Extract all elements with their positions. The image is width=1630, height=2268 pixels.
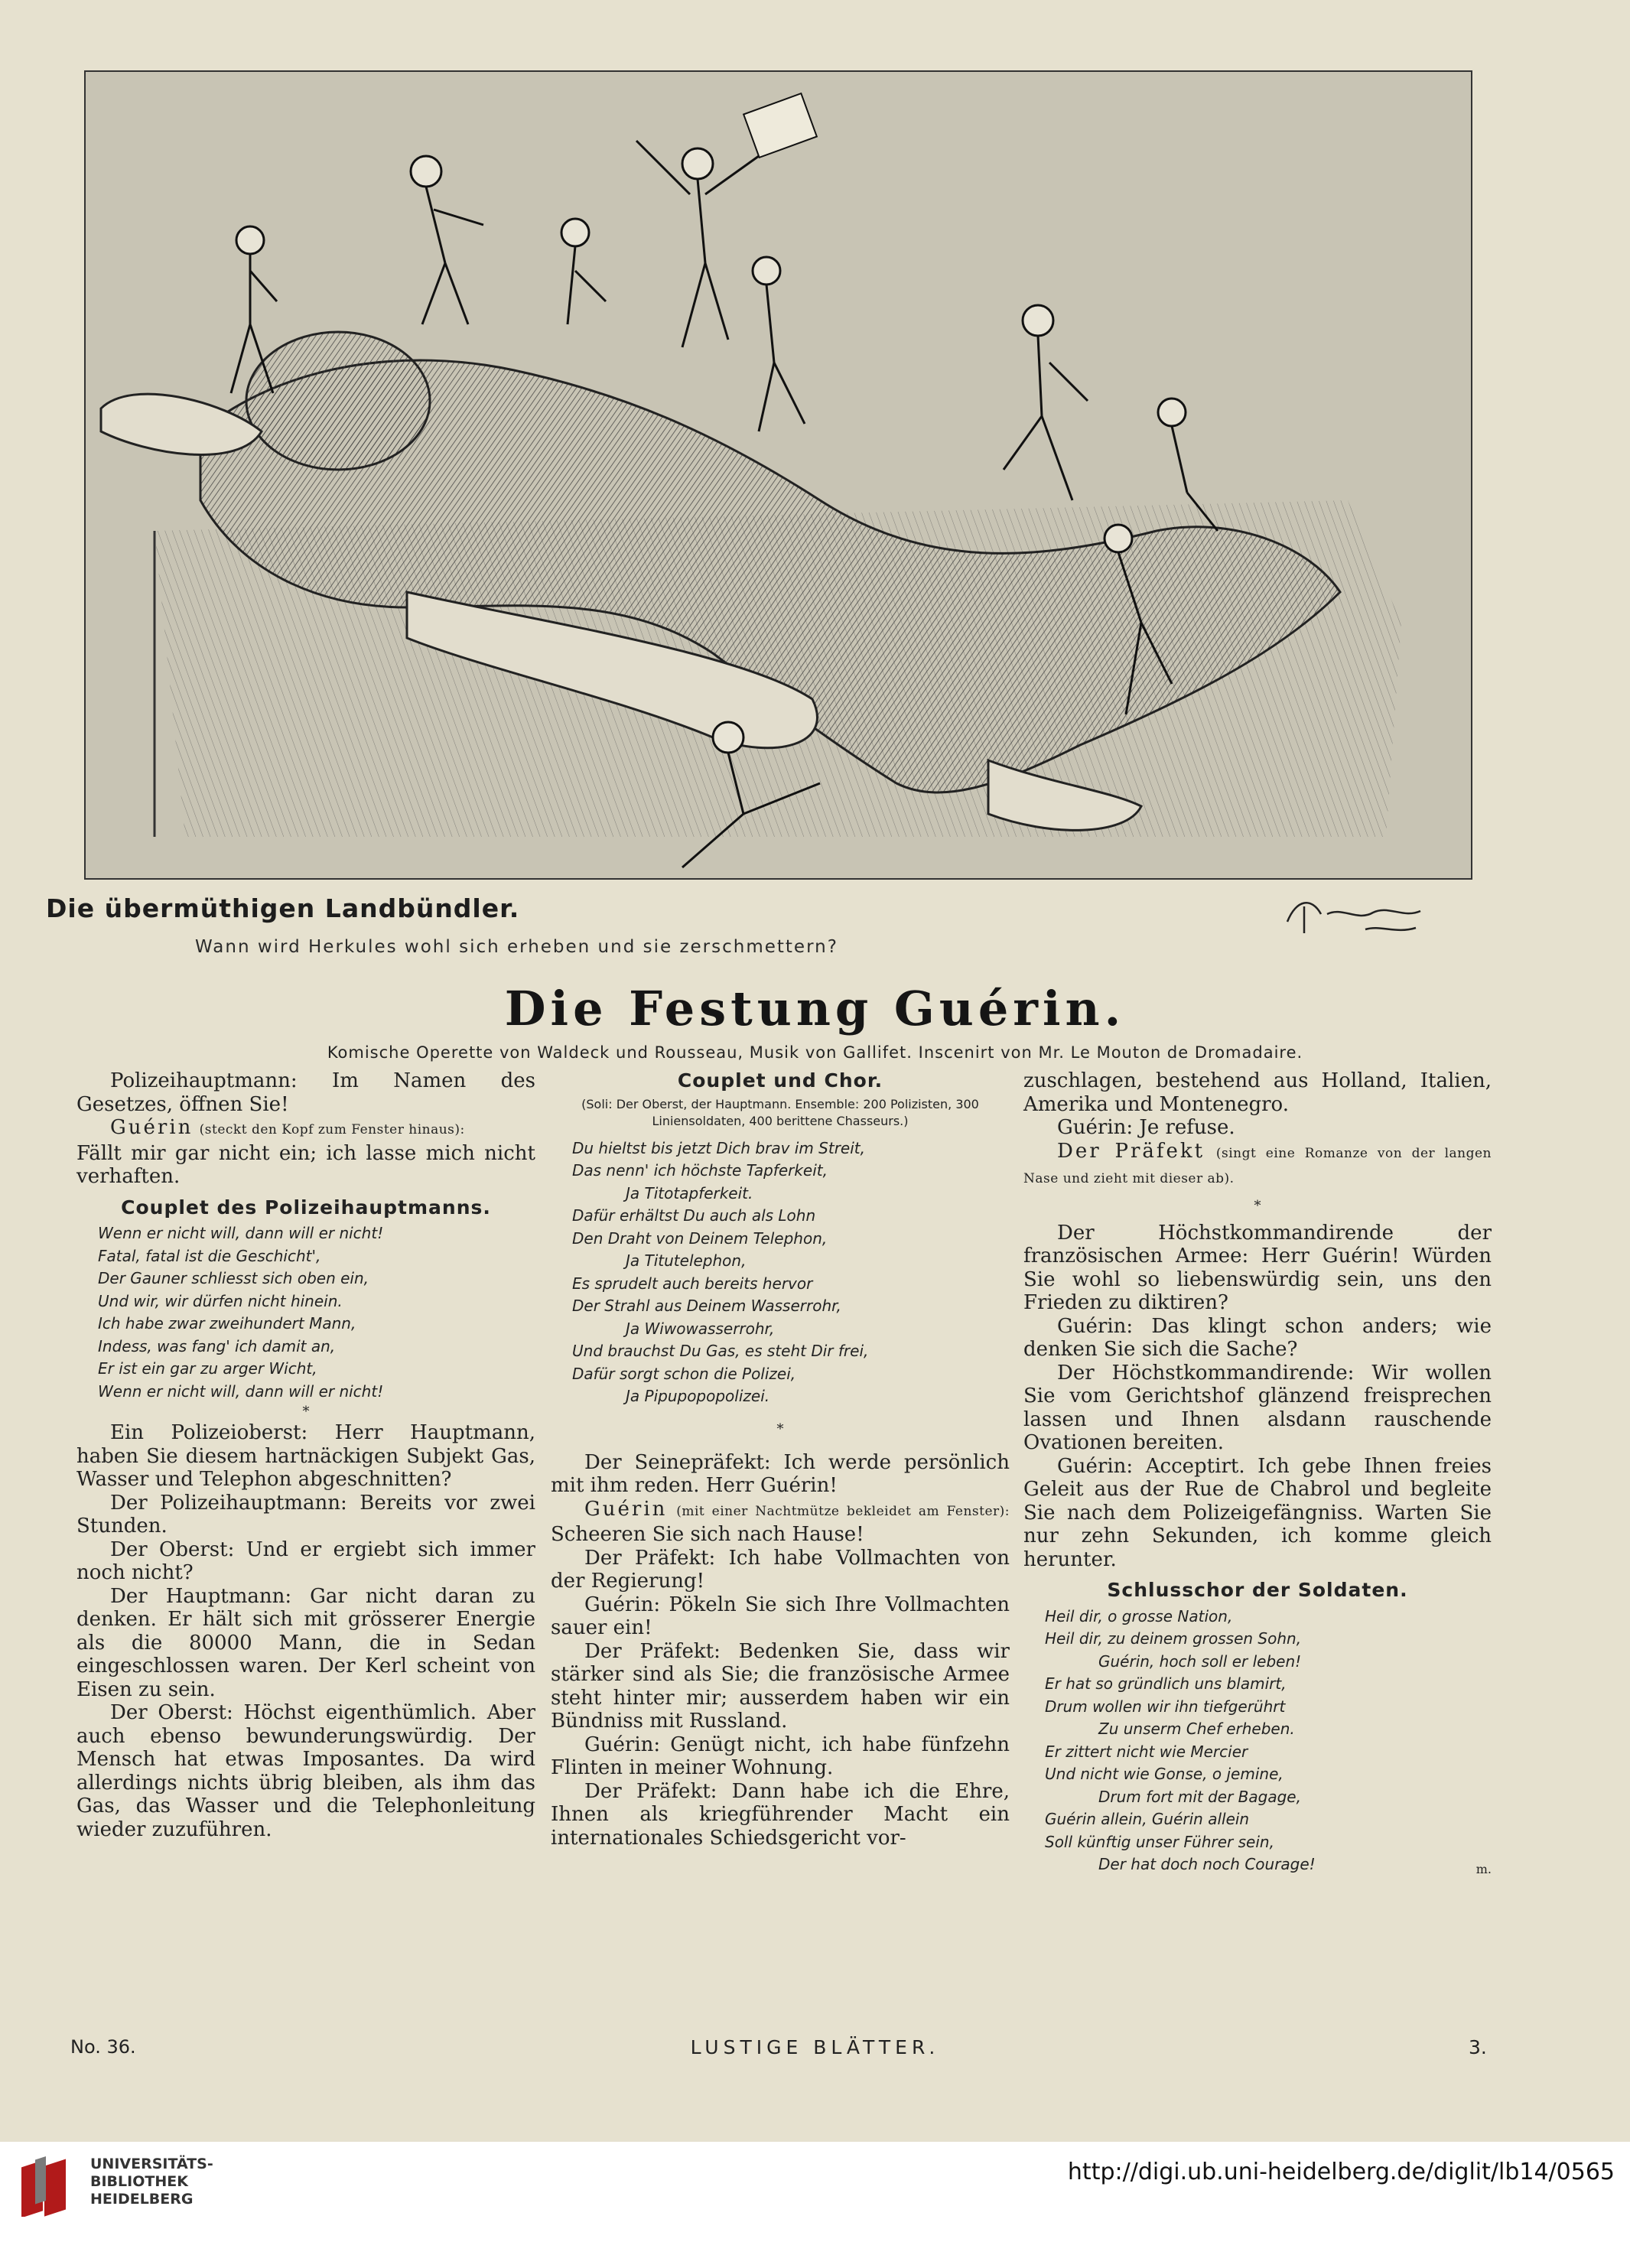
verse-line: Der Strahl aus Deinem Wasserrohr, xyxy=(572,1297,841,1315)
paragraph: Guérin: Acceptirt. Ich gebe Ihnen freies Geleit aus der Rue de Chabrol und begleite Sie nach dem Polizeigefängniss. Warten Sie nur zehn Sekunden, ich komme gleich herunter. xyxy=(1023,1454,1492,1571)
paragraph: Guérin (steckt den Kopf zum Fenster hinaus): xyxy=(110,1116,465,1139)
cartoon-drawing xyxy=(86,72,1471,878)
section-heading: Couplet des Polizeihauptmanns. xyxy=(121,1196,491,1219)
verse-line: Soll künftig unser Führer sein, xyxy=(1045,1832,1274,1851)
section-heading: Couplet und Chor. xyxy=(677,1069,883,1092)
paragraph: Der Oberst: Und er ergiebt sich immer noch nicht? xyxy=(76,1537,535,1584)
paragraph: Der Oberst: Höchst eigenthümlich. Aber auch ebenso bewunderungswürdig. Der Mensch hat etwas Imposantes. Da wird allerdings nichts übrig bleiben, als ihm das Gas, das Wasser und die Telephonleitung wieder zuzuführen. xyxy=(76,1701,535,1841)
verse-line: Und brauchst Du Gas, es steht Dir frei, xyxy=(572,1342,869,1360)
paragraph: Guérin: Pökeln Sie sich Ihre Vollmachten sauer ein! xyxy=(551,1593,1010,1639)
article-subtitle: Komische Operette von Waldeck und Rousseau, Musik von Gallifet. Inscenirt von Mr. Le Mouton de Dromadaire. xyxy=(327,1043,1303,1062)
verse-line: Heil dir, o grosse Nation, xyxy=(1045,1606,1233,1625)
column-2 xyxy=(551,1069,1010,2018)
column-3 xyxy=(1023,1069,1492,2018)
page-number: 3. xyxy=(1469,2036,1487,2058)
verse-line: Er hat so gründlich uns blamirt, xyxy=(1045,1674,1287,1693)
paragraph: Guérin: Genügt nicht, ich habe fünfzehn Flinten in meiner Wohnung. xyxy=(551,1733,1010,1779)
verse-line: Es sprudelt auch bereits hervor xyxy=(572,1274,813,1293)
paragraph: Der Präfekt: Bedenken Sie, dass wir stärker sind als Sie; die französische Armee steht hinter mir; ausserdem haben wir ein Bündniss mit Russland. xyxy=(551,1639,1010,1733)
verse-line: Dafür erhältst Du auch als Lohn xyxy=(572,1206,816,1225)
article-title: Die Festung Guérin. xyxy=(504,981,1126,1036)
paragraph: Der Höchstkommandirende: Wir wollen Sie vom Gerichtshof glänzend freisprechen lassen und Ihnen alsdann rauschende Ovationen bereiten. xyxy=(1023,1361,1492,1454)
magazine-name: LUSTIGE BLÄTTER. xyxy=(690,2036,940,2058)
author-signoff: m. xyxy=(1475,1861,1492,1876)
verse-line: Er zittert nicht wie Mercier xyxy=(1045,1742,1248,1761)
column-1 xyxy=(76,1069,535,2018)
paragraph: Der Seinepräfekt: Ich werde persönlich mit ihm reden. Herr Guérin! xyxy=(551,1450,1010,1497)
source-url[interactable]: http://digi.ub.uni-heidelberg.de/diglit/lb14/0565 xyxy=(1067,2159,1615,2185)
verse-line: Ja Titotapferkeit. xyxy=(626,1183,753,1202)
verse-line: Und nicht wie Gonse, o jemine, xyxy=(1045,1765,1284,1783)
verse-line: Drum wollen wir ihn tiefgerührt xyxy=(1045,1697,1286,1716)
artist-signature xyxy=(1281,891,1427,942)
verse-line: Heil dir, zu deinem grossen Sohn, xyxy=(1045,1629,1302,1648)
verse-line: Du hieltst bis jetzt Dich brav im Streit, xyxy=(572,1138,865,1157)
verse-line: Den Draht von Deinem Telephon, xyxy=(572,1228,828,1248)
paragraph: Guérin: Je refuse. xyxy=(1057,1116,1235,1139)
issue-number: No. 36. xyxy=(70,2036,136,2058)
paragraph: zuschlagen, bestehend aus Holland, Italien, Amerika und Montenegro. xyxy=(1023,1069,1492,1116)
section-heading: Schlusschor der Soldaten. xyxy=(1107,1579,1408,1601)
paragraph: Der Präfekt: Ich habe Vollmachten von der Regierung! xyxy=(551,1546,1010,1593)
illustration-title: Die übermüthigen Landbündler. xyxy=(46,893,520,923)
verse-line: Ja Pipupopopolizei. xyxy=(626,1387,770,1405)
verse-line: Ja Wiwowasserrohr, xyxy=(626,1319,775,1338)
library-name: UNIVERSITÄTS- BIBLIOTHEK HEIDELBERG xyxy=(90,2156,213,2208)
verse-line: Drum fort mit der Bagage, xyxy=(1098,1787,1301,1806)
paragraph: Der Höchstkommandirende der französischen Armee: Herr Guérin! Würden Sie wohl so liebenswürdig sein, uns den Frieden zu diktiren? xyxy=(1023,1221,1492,1314)
paragraph: Polizeihauptmann: Im Namen des Gesetzes, öffnen Sie! xyxy=(76,1069,535,1116)
paragraph: Der Polizeihauptmann: Bereits vor zwei Stunden. xyxy=(76,1491,535,1537)
closing-chorus-verse xyxy=(1045,1606,1492,1876)
paragraph: Der Präfekt: Dann habe ich die Ehre, Ihnen als kriegführender Macht ein internationales Schiedsgericht vor- xyxy=(551,1779,1010,1850)
paragraph: Ein Polizeioberst: Herr Hauptmann, haben Sie diesem hartnäckigen Subjekt Gas, Wasser und Telephon abgeschnitten? xyxy=(76,1421,535,1491)
section-divider: * xyxy=(1254,1197,1261,1214)
paragraph: Der Präfekt (singt eine Romanze von der langen Nase und zieht mit dieser ab). xyxy=(1023,1139,1492,1186)
verse-line: Dafür sorgt schon die Polizei, xyxy=(572,1364,796,1383)
verse-line: Zu unserm Chef erheben. xyxy=(1098,1720,1295,1738)
paragraph: Guérin: Das klingt schon anders; wie denken Sie sich die Sache? xyxy=(1023,1314,1492,1361)
verse-line: Ja Titutelephon, xyxy=(626,1251,747,1270)
library-logo-icon xyxy=(15,2148,84,2217)
verse-line: Das nenn' ich höchste Tapferkeit, xyxy=(572,1161,828,1180)
couplet-verse xyxy=(572,1137,1010,1408)
paragraph: Fällt mir gar nicht ein; ich lasse mich nicht verhaften. xyxy=(76,1141,535,1188)
cartoon-illustration xyxy=(84,70,1472,880)
cast-note: (Soli: Der Oberst, der Hauptmann. Ensemble: 200 Polizisten, 300 Liniensoldaten, 400 berittene Chasseurs.) xyxy=(581,1096,979,1128)
section-divider: * xyxy=(776,1420,784,1437)
verse-line: Der hat doch noch Courage! xyxy=(1098,1855,1316,1873)
section-divider: * xyxy=(302,1404,310,1420)
paragraph: Guérin (mit einer Nachtmütze bekleidet am Fenster): Scheeren Sie sich nach Hause! xyxy=(551,1497,1010,1546)
verse-line: Guérin, hoch soll er leben! xyxy=(1098,1651,1302,1671)
verse-line: Guérin allein, Guérin allein xyxy=(1045,1810,1250,1828)
illustration-caption: Wann wird Herkules wohl sich erheben und sie zerschmettern? xyxy=(195,937,838,957)
paragraph: Der Hauptmann: Gar nicht daran zu denken. Er hält sich mit grösserer Energie als die 80000 Mann, die in Sedan eingeschlossen waren. Der Kerl scheint von Eisen zu sein. xyxy=(76,1584,535,1701)
couplet-verse: Wenn er nicht will, dann will er nicht! Fatal, fatal ist die Geschicht', Der Gauner schliesst sich oben ein, Und wir, wir dürfen nicht hinein. Ich habe zwar zweihundert Mann, Indess, was fang' ich damit an, Er ist ein gar zu arger Wicht, Wenn er nicht will, dann will er nicht! xyxy=(98,1224,384,1401)
